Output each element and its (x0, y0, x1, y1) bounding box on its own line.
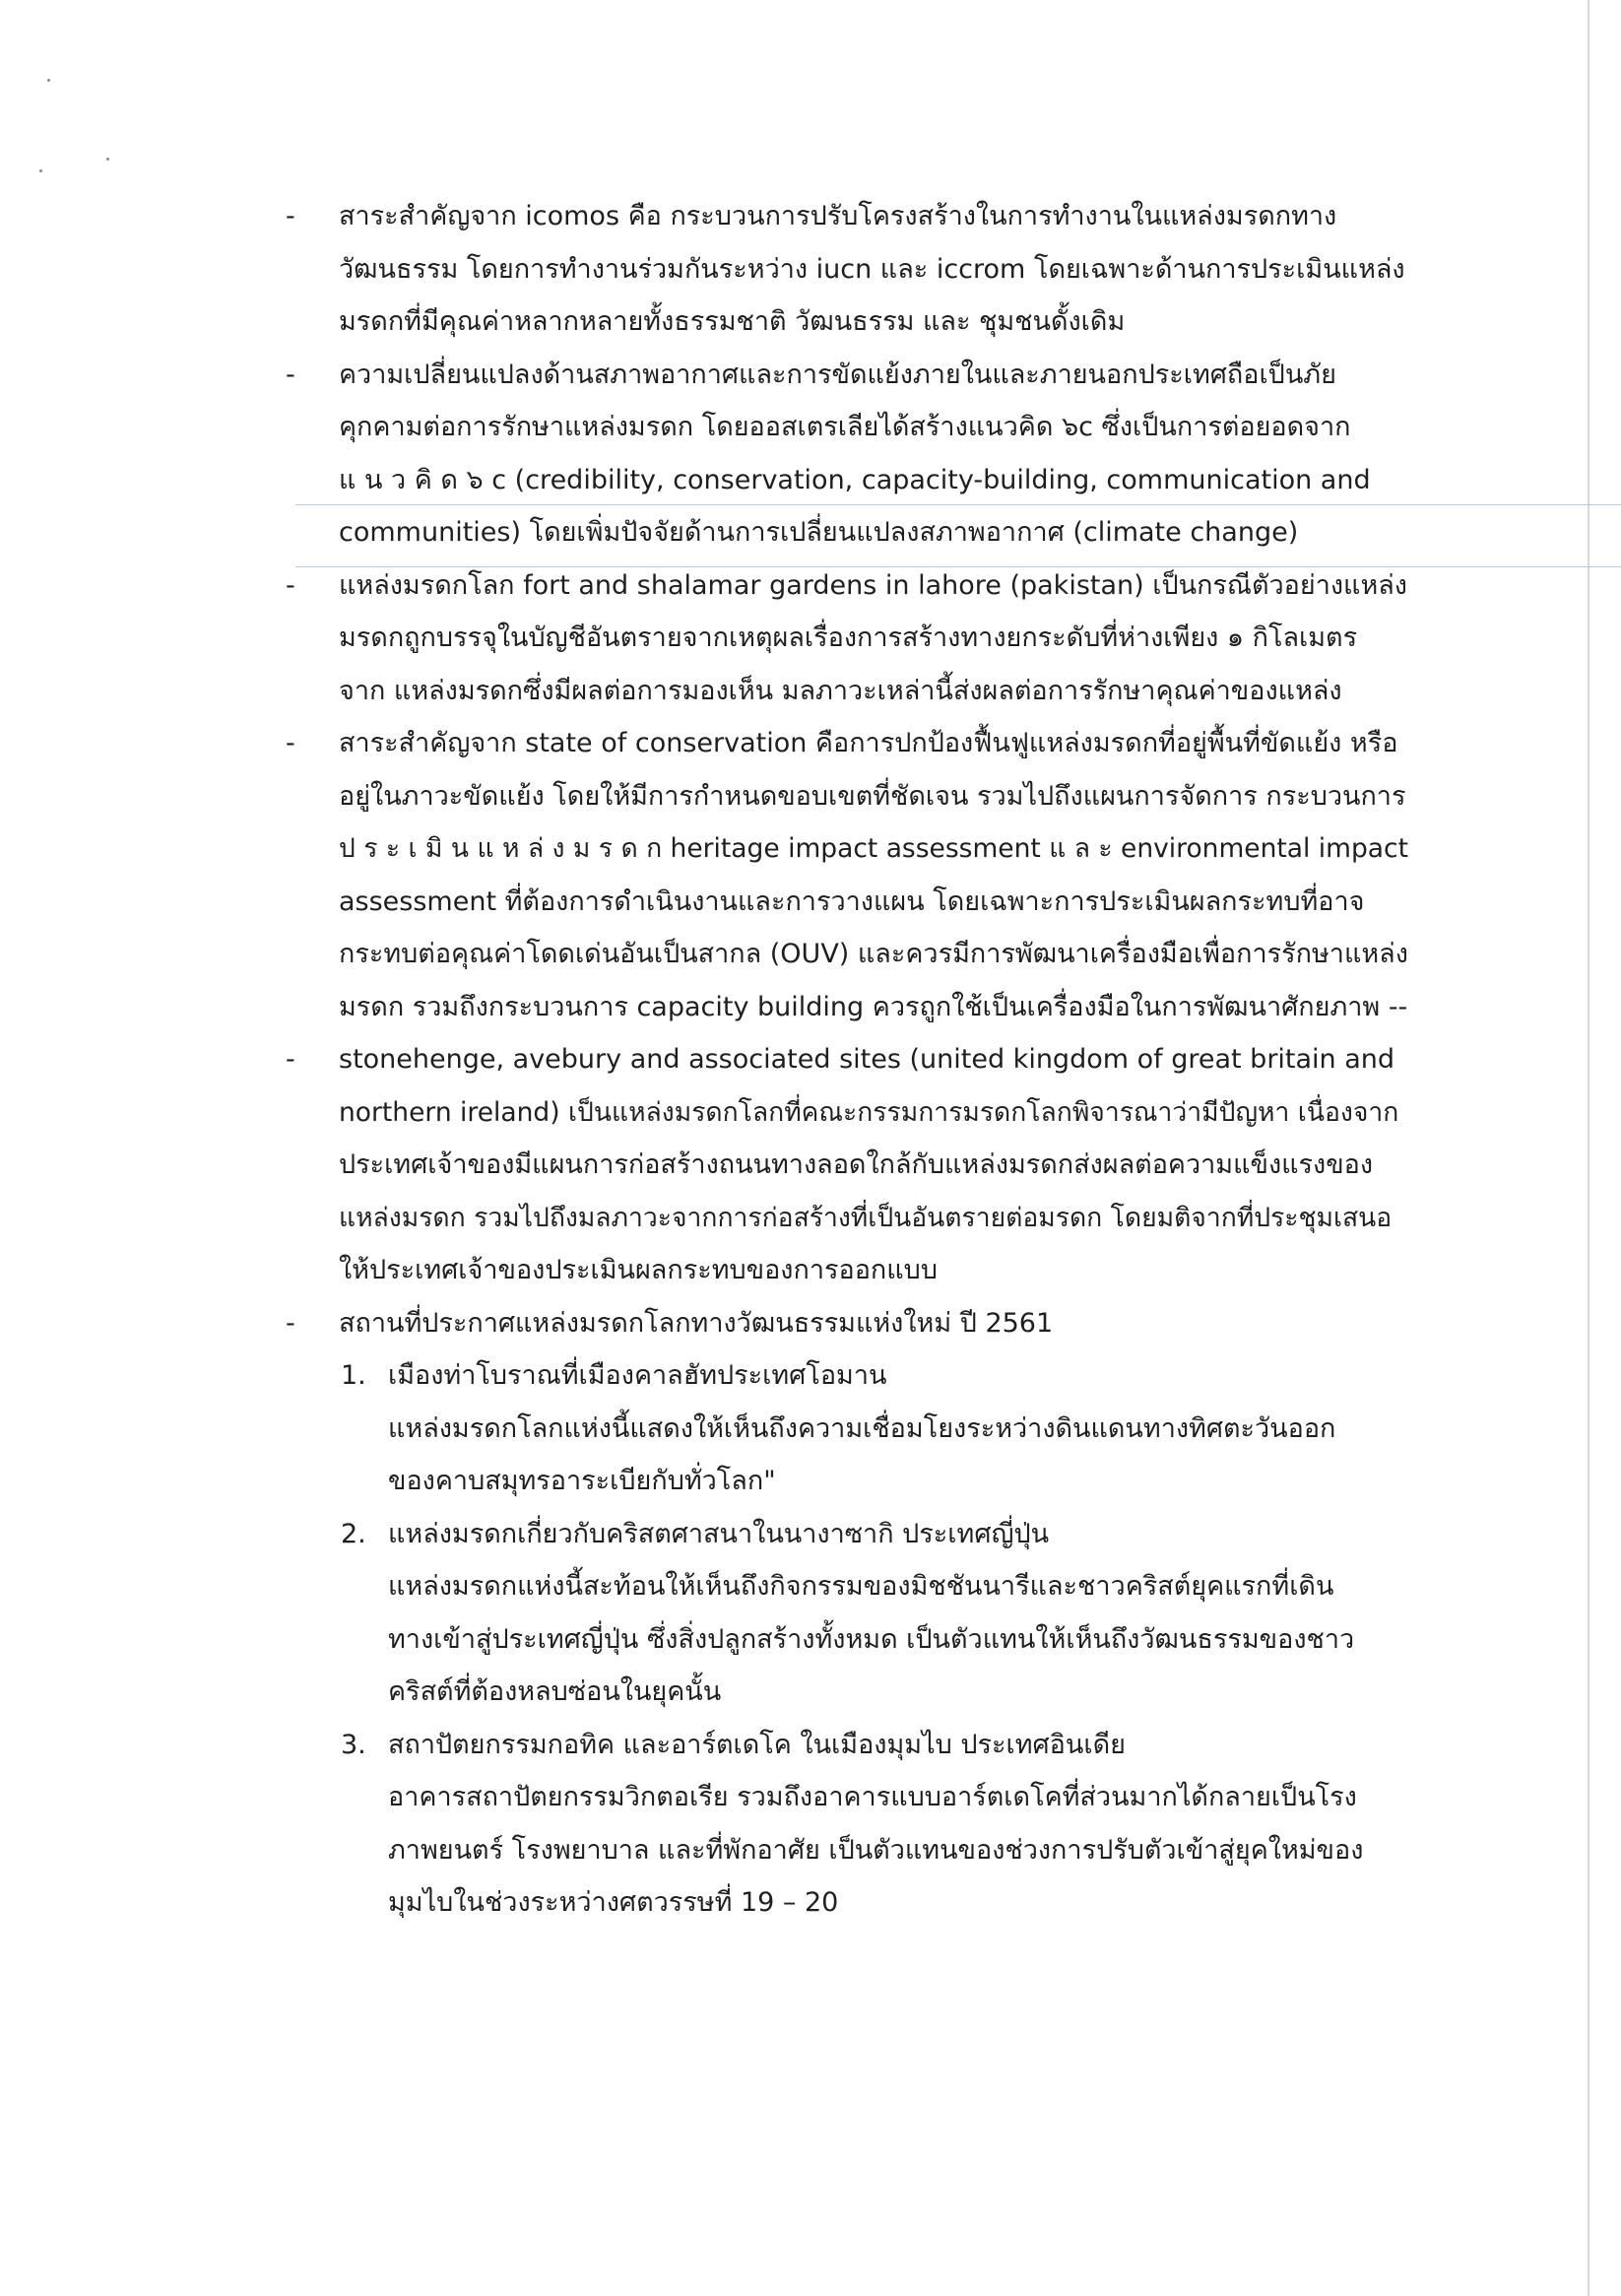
text-line: ภาพยนตร์ โรงพยาบาล และที่พักอาศัย เป็นตัวแทนของช่วงการปรับตัวเข้าสู่ยุคใหม่ของ (388, 1834, 1364, 1866)
text-line: กระทบต่อคุณค่าโดดเด่นอันเป็นสากล (OUV) และควรมีการพัฒนาเครื่องมือเพื่อการรักษาแหล่ง (339, 939, 1408, 969)
bullet-dash: - (286, 728, 295, 758)
text-line: ให้ประเทศเจ้าของประเมินผลกระทบของการออกแบบ (339, 1255, 938, 1285)
text-line: แ น ว คิ ด ๖ c (credibility, conservation, capacity-building, communication and (339, 464, 1371, 495)
bullet-item (286, 717, 1408, 1033)
text-line: ความเปลี่ยนแปลงด้านสภาพอากาศและการขัดแย้งภายในและภายนอกประเทศถือเป็นภัย (339, 359, 1336, 390)
text-line: สาระสำคัญจาก icomos คือ กระบวนการปรับโครงสร้างในการทำงานในแหล่งมรดกทาง (339, 201, 1337, 231)
item-number: 1. (341, 1360, 366, 1391)
text-line: มรดก รวมถึงกระบวนการ capacity building ควรถูกใช้เป็นเครื่องมือในการพัฒนาศักยภาพ -- (339, 991, 1408, 1022)
bullet-item (286, 1297, 1408, 1350)
text-line: ทางเข้าสู่ประเทศญี่ปุ่น ซึ่งสิ่งปลูกสร้างทั้งหมด เป็นตัวแทนให้เห็นถึงวัฒนธรรมของชาว (388, 1623, 1355, 1655)
text-line: assessment ที่ต้องการดำเนินงานและการวางแผน โดยเฉพาะการประเมินผลกระทบที่อาจ (339, 886, 1365, 917)
bullet-dash: - (286, 1044, 295, 1075)
numbered-item (286, 1719, 1408, 1930)
text-line: แหล่งมรดกแห่งนี้สะท้อนให้เห็นถึงกิจกรรมของมิชชันนารีและชาวคริสต์ยุคแรกที่เดิน (388, 1571, 1334, 1602)
text-line: ของคาบสมุทรอาระเบียกับทั่วโลก" (388, 1466, 776, 1496)
text-line: ประเทศเจ้าของมีแผนการก่อสร้างถนนทางลอดใกล้กับแหล่งมรดกส่งผลต่อความแข็งแรงของ (339, 1149, 1374, 1180)
scan-speck (106, 158, 109, 161)
text-line: communities) โดยเพิ่มปัจจัยด้านการเปลี่ยนแปลงสภาพอากาศ (climate change) (339, 517, 1299, 548)
bullet-item (286, 190, 1408, 349)
text-line: ป ร ะ เ มิ น แ ห ล่ ง ม ร ด ก heritage impact assessment แ ล ะ environmental impact (339, 833, 1409, 864)
text-line: วัฒนธรรม โดยการทำงานร่วมกันระหว่าง iucn และ iccrom โดยเฉพาะด้านการประเมินแหล่ง (339, 253, 1405, 285)
text-line: แหล่งมรดกโลก fort and shalamar gardens in lahore (pakistan) เป็นกรณีตัวอย่างแหล่ง (339, 569, 1407, 601)
text-line: คริสต์ที่ต้องหลบซ่อนในยุคนั้น (388, 1676, 722, 1707)
text-line: คุกคามต่อการรักษาแหล่งมรดก โดยออสเตรเลียได้สร้างแนวคิด ๖c ซึ่งเป็นการต่อยอดจาก (339, 412, 1351, 442)
numbered-item (286, 1349, 1408, 1508)
text-line: แหล่งมรดกโลกแห่งนี้แสดงให้เห็นถึงความเชื่อมโยงระหว่างดินแดนทางทิศตะวันออก (388, 1412, 1336, 1444)
text-line: northern ireland) เป็นแหล่งมรดกโลกที่คณะกรรมการมรดกโลกพิจารณาว่ามีปัญหา เนื่องจาก (339, 1096, 1399, 1128)
text-line: มุมไบในช่วงระหว่างศตวรรษที่ 19 – 20 (388, 1887, 839, 1918)
bullet-item (286, 559, 1408, 718)
text-line: แหล่งมรดก รวมไปถึงมลภาวะจากการก่อสร้างที่เป็นอันตรายต่อมรดก โดยมติจากที่ประชุมเสนอ (339, 1202, 1393, 1233)
text-line: อาคารสถาปัตยกรรมวิกตอเรีย รวมถึงอาคารแบบอาร์ตเดโคที่ส่วนมากได้กลายเป็นโรง (388, 1782, 1357, 1812)
bullet-item (286, 349, 1408, 559)
text-line: เมืองท่าโบราณที่เมืองคาลฮัทประเทศโอมาน (388, 1360, 887, 1391)
bullet-dash: - (286, 1307, 295, 1339)
text-line: สถาปัตยกรรมกอทิค และอาร์ตเดโค ในเมืองมุมไบ ประเทศอินเดีย (388, 1729, 1126, 1760)
numbered-item (286, 1508, 1408, 1719)
bullet-dash: - (286, 569, 295, 601)
bullet-dash: - (286, 201, 295, 231)
bullet-dash: - (286, 359, 295, 390)
text-line: แหล่งมรดกเกี่ยวกับคริสตศาสนาในนางาซากิ ประเทศญี่ปุ่น (388, 1518, 1050, 1549)
page-edge-line (1588, 0, 1589, 2296)
text-line: สถานที่ประกาศแหล่งมรดกโลกทางวัฒนธรรมแห่งใหม่ ปี 2561 (339, 1307, 1054, 1339)
text-line: จาก แหล่งมรดกซึ่งมีผลต่อการมองเห็น มลภาวะเหล่านี้ส่งผลต่อการรักษาคุณค่าของแหล่ง (339, 675, 1342, 706)
bullet-item (286, 1033, 1408, 1297)
scan-speck (39, 169, 42, 172)
text-line: อยู่ในภาวะขัดแย้ง โดยให้มีการกำหนดขอบเขตที่ชัดเจน รวมไปถึงแผนการจัดการ กระบวนการ (339, 780, 1406, 812)
document-body (286, 190, 1408, 1930)
item-number: 3. (341, 1729, 366, 1760)
text-line: stonehenge, avebury and associated sites (united kingdom of great britain and (339, 1044, 1395, 1075)
scan-speck (47, 79, 50, 82)
text-line: สาระสำคัญจาก state of conservation คือการปกป้องฟื้นฟูแหล่งมรดกที่อยู่พื้นที่ขัดแย้ง หรือ (339, 728, 1398, 758)
item-number: 2. (341, 1518, 366, 1549)
text-line: มรดกที่มีคุณค่าหลากหลายทั้งธรรมชาติ วัฒนธรรม และ ชุมชนดั้งเดิม (339, 306, 1126, 337)
text-line: มรดกถูกบรรจุในบัญชีอันตรายจากเหตุผลเรื่องการสร้างทางยกระดับที่ห่างเพียง ๑ กิโลเมตร (339, 623, 1358, 653)
